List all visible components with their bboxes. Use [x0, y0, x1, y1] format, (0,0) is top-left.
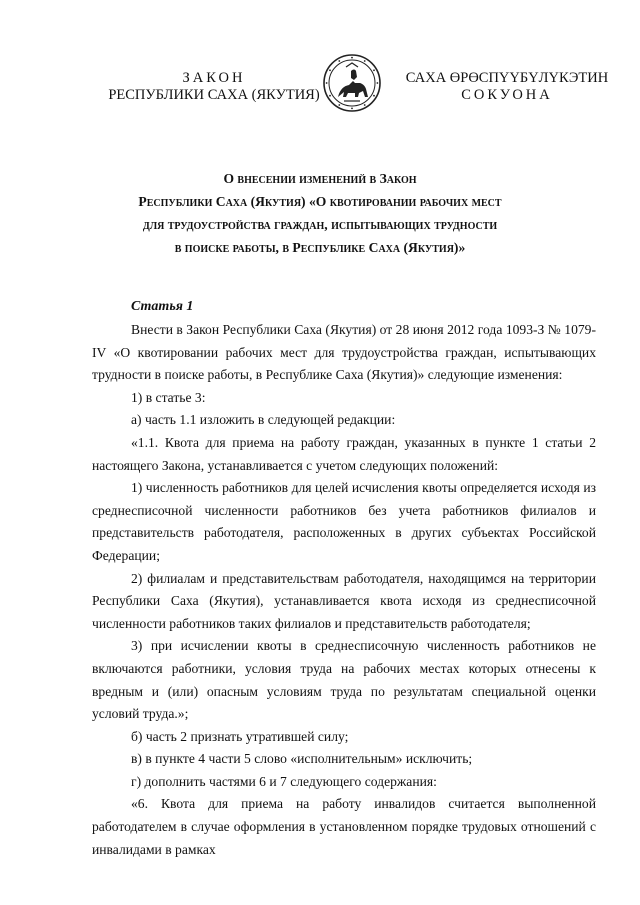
header-left-line2: РЕСПУБЛИКИ САХА (ЯКУТИЯ) [108, 87, 320, 103]
article-body [92, 319, 596, 861]
header-right [402, 70, 612, 104]
paragraph: а) часть 1.1 изложить в следующей редакции: [131, 412, 396, 428]
title-line2: Республики Саха (Якутия) «О квотировании рабочих мест [138, 194, 502, 209]
title-line3: для трудоустройства граждан, испытывающих трудности [142, 217, 498, 232]
header-right-line2: СОКУОНА [461, 87, 553, 103]
paragraph: 1) в статье 3: [131, 389, 206, 405]
header-right-line1: САХА ӨРӨСПҮҮБҮЛҮКЭТИН [405, 70, 609, 86]
paragraph: «1.1. Квота для приема на работу граждан, указанных в пункте 1 статьи 2 настоящего Закона, устанавливается с учетом следующих положений: [92, 434, 596, 473]
title-line4: в поиске работы, в Республике Саха (Якутия)» [174, 240, 466, 255]
paragraph: «6. Квота для приема на работу инвалидов считается выполненной работодателем в случае оформления в установленном порядке трудовых отношений с инвалидами в рамках [92, 796, 596, 857]
article-heading: Статья 1 [131, 299, 194, 314]
paragraph: б) часть 2 признать утратившей силу; [131, 728, 349, 744]
title-line1: О внесении изменений в Закон [223, 171, 417, 186]
document-title [80, 167, 560, 259]
paragraph: 3) при исчислении квоты в среднесписочную численность работников не включаются работники, условия труда на рабочих местах которых отнесены к вредным и (или) опасным условиям труда по результатам специальной оценки условий труда.»; [92, 638, 596, 722]
paragraph: 1) численность работников для целей исчисления квоты определяется исходя из среднесписочной численности работников без учета работников филиалов и представительств работодателя, расположенных в других субъектах Российской Федерации; [92, 480, 596, 563]
header-left [96, 70, 332, 104]
paragraph: в) в пункте 4 части 5 слово «исполнительным» исключить; [131, 751, 473, 767]
paragraph: Внести в Закон Республики Саха (Якутия) от 28 июня 2012 года 1093-З № 1079-IV «О квотировании рабочих мест для трудоустройства граждан, испытывающих трудности в поиске работы, в Республике Саха (Якутия)» следующие изменения: [92, 322, 596, 383]
paragraph: 2) филиалам и представительствам работодателя, находящимся на территории Республики Саха (Якутия), устанавливается квота исходя из среднесписочной численности работников таких филиалов и представительств работодателя; [92, 570, 596, 631]
sakha-coat-of-arms-icon [322, 53, 382, 113]
header-left-line1: ЗАКОН [182, 70, 246, 86]
paragraph: г) дополнить частями 6 и 7 следующего содержания: [131, 773, 437, 789]
